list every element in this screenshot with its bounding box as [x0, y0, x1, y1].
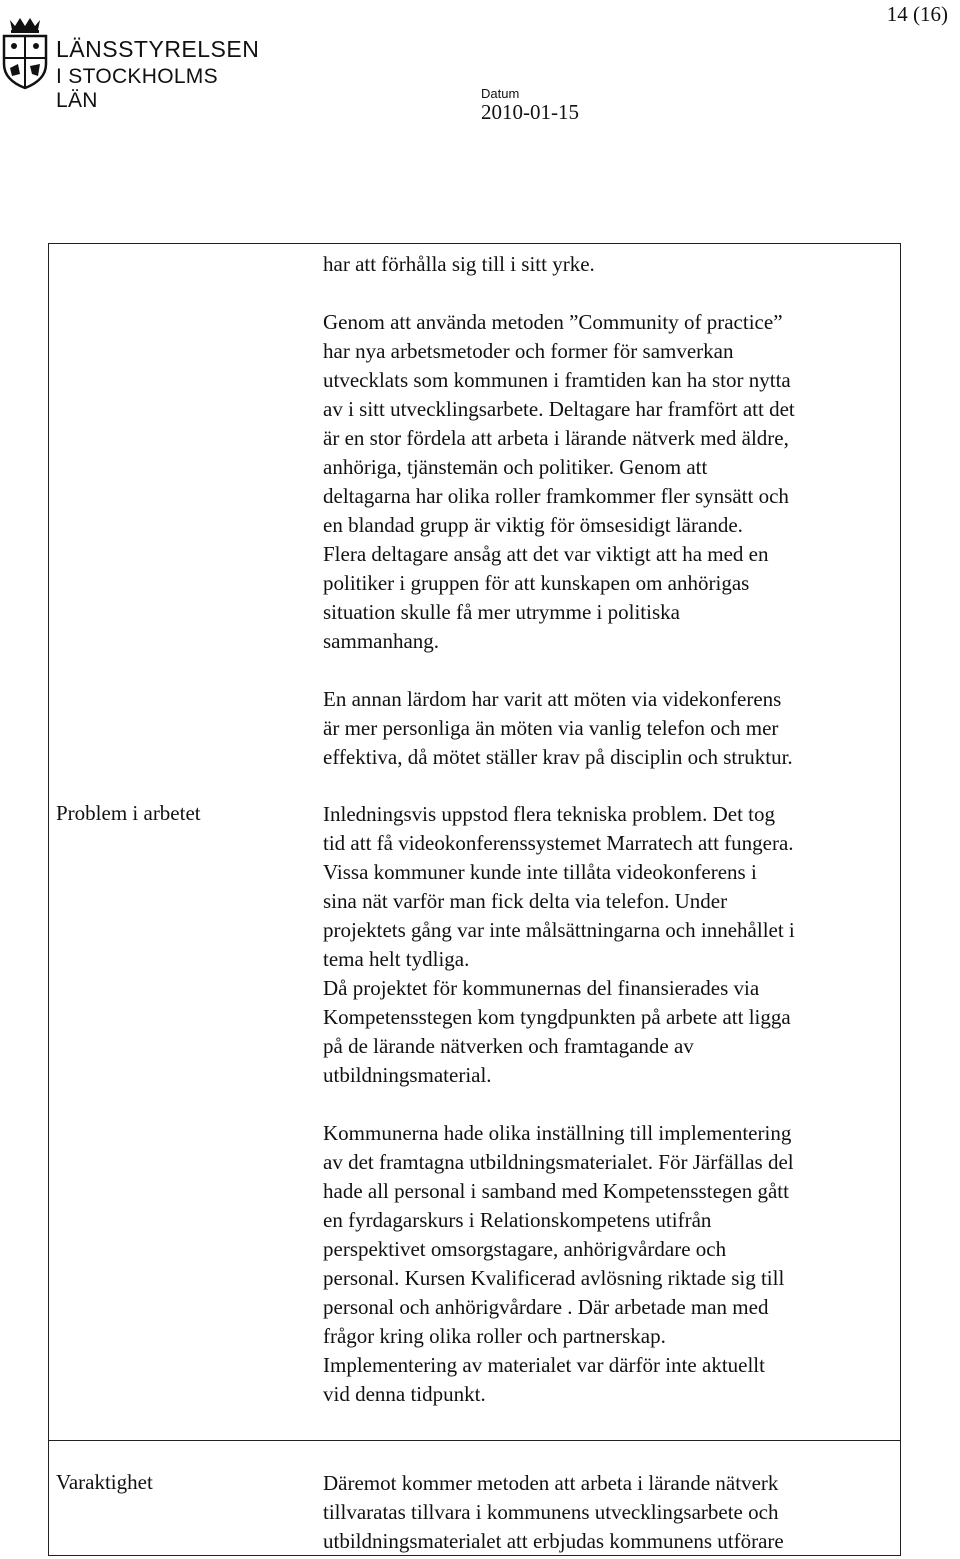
- paragraph: [323, 1119, 903, 1409]
- row2-content: [323, 800, 903, 1409]
- text-line: situation skulle få mer utrymme i politiska: [323, 600, 680, 624]
- text-line: Kommunerna hade olika inställning till implementering: [323, 1121, 792, 1145]
- text-line: sina nät varför man fick delta via telefon. Under: [323, 889, 728, 913]
- page-number: 14 (16): [886, 2, 948, 26]
- text-line: är en stor fördela att arbeta i lärande nätverk med äldre,: [323, 426, 789, 450]
- text-line: politiker i gruppen för att kunskapen om anhörigas: [323, 571, 750, 595]
- text-line: en fyrdagarskurs i Relationskompetens utifrån: [323, 1208, 712, 1232]
- text-line: Inledningsvis uppstod flera tekniska problem. Det tog: [323, 802, 776, 826]
- text-line: vid denna tidpunkt.: [323, 1382, 486, 1406]
- text-line: personal. Kursen Kvalificerad avlösning riktade sig till: [323, 1266, 785, 1290]
- text-line: Vissa kommuner kunde inte tillåta videokonferens i: [323, 860, 757, 884]
- text-line: projektets gång var inte målsättningarna och innehållet i: [323, 918, 795, 942]
- text-line: tema helt tydliga.: [323, 947, 470, 971]
- text-line: Däremot kommer metoden att arbeta i lärande nätverk: [323, 1471, 779, 1495]
- text-line: utbildningsmaterialet att erbjudas kommunens utförare: [323, 1529, 784, 1553]
- paragraph: [323, 1469, 903, 1556]
- document-table: [48, 243, 901, 1556]
- logo-subtitle: I STOCKHOLMS LÄN: [56, 65, 218, 112]
- text-line: anhöriga, tjänstemän och politiker. Genom att: [323, 455, 708, 479]
- text-line: deltagarna har olika roller framkommer fler synsätt och: [323, 484, 789, 508]
- logo-title: LÄNSSTYRELSEN: [56, 36, 260, 62]
- text-line: utbildningsmaterial.: [323, 1063, 492, 1087]
- text-line: effektiva, då mötet ställer krav på disciplin och struktur.: [323, 745, 793, 769]
- text-line: En annan lärdom har varit att möten via videkonferens: [323, 687, 782, 711]
- row-label-problem: Problem i arbetet: [56, 801, 201, 825]
- text-line: frågor kring olika roller och partnerskap.: [323, 1324, 666, 1348]
- text-line: Genom att använda metoden ”Community of practice”: [323, 310, 783, 334]
- text-line: sammanhang.: [323, 629, 440, 653]
- text-line: Implementering av materialet var därför inte aktuellt: [323, 1353, 765, 1377]
- text-line: Flera deltagare ansåg att det var viktigt att ha med en: [323, 542, 769, 566]
- paragraph: [323, 685, 903, 772]
- text-line: perspektivet omsorgstagare, anhörigvårdare och: [323, 1237, 727, 1261]
- text-line: har nya arbetsmetoder och former för samverkan: [323, 339, 734, 363]
- row3-content: [323, 1469, 903, 1556]
- text-line: utvecklats som kommunen i framtiden kan ha stor nytta: [323, 368, 791, 392]
- text-line: hade all personal i samband med Kompetensstegen gått: [323, 1179, 789, 1203]
- text-line: på de lärande nätverken och framtagande av: [323, 1034, 694, 1058]
- text-line: tillvaratas tillvara i kommunens utvecklingsarbete och: [323, 1500, 779, 1524]
- paragraph: [323, 250, 903, 279]
- text-line: av det framtagna utbildningsmaterialet. För Järfällas del: [323, 1150, 794, 1174]
- date-label: Datum: [481, 86, 520, 101]
- paragraph: [323, 308, 903, 656]
- text-line: är mer personliga än möten via vanlig telefon och mer: [323, 716, 779, 740]
- date-value: 2010-01-15: [481, 100, 579, 124]
- paragraph: [323, 800, 903, 1090]
- text-line: personal och anhörigvårdare . Där arbetade man med: [323, 1295, 769, 1319]
- row-label-varaktighet: Varaktighet: [56, 1470, 153, 1494]
- row-divider: [49, 1440, 900, 1441]
- text-line: en blandad grupp är viktig för ömsesidigt lärande.: [323, 513, 743, 537]
- text-line: har att förhålla sig till i sitt yrke.: [323, 252, 595, 276]
- text-line: Kompetensstegen kom tyngdpunkten på arbete att ligga: [323, 1005, 791, 1029]
- row1-content: [323, 250, 903, 772]
- text-line: tid att få videokonferenssystemet Marratech att fungera.: [323, 831, 794, 855]
- coat-of-arms-icon: [0, 14, 50, 90]
- county-logo: [0, 14, 260, 112]
- text-line: av i sitt utvecklingsarbete. Deltagare har framfört att det: [323, 397, 795, 421]
- text-line: Då projektet för kommunernas del finansierades via: [323, 976, 760, 1000]
